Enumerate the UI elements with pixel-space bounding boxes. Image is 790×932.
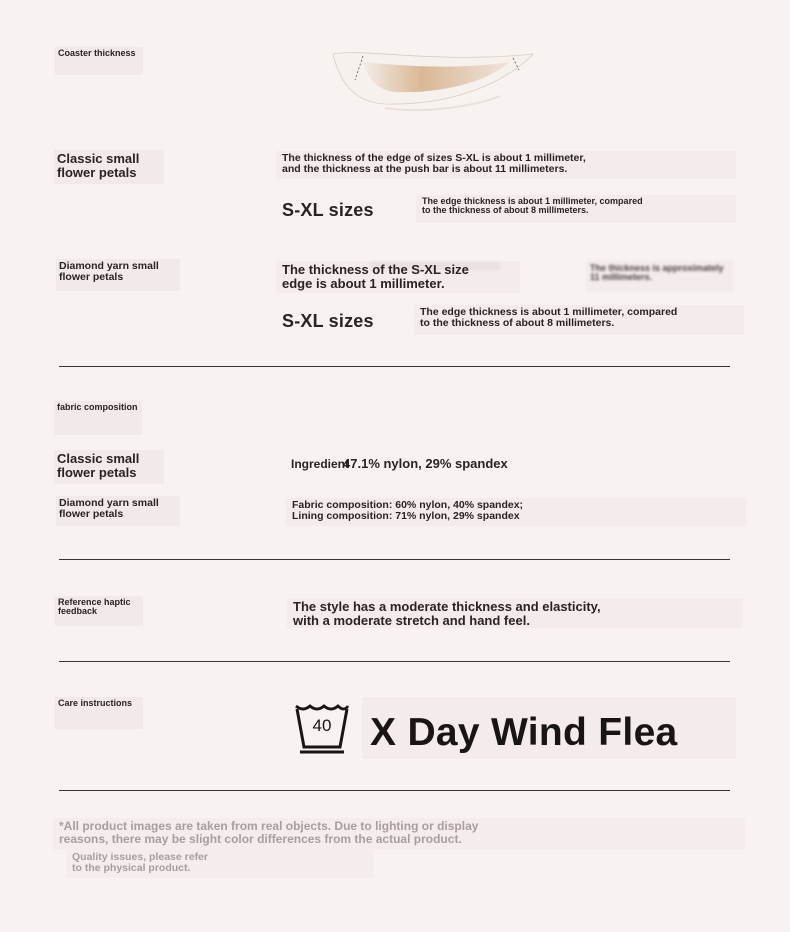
divider xyxy=(59,559,730,560)
pad-illustration xyxy=(325,44,540,114)
fabric-classic-key: Ingredient xyxy=(291,457,350,471)
thickness-classic-desc: The thickness of the edge of sizes S-XL is about 1 millimeter, and the thickness at the push bar is about 11 millimeters. xyxy=(276,151,736,179)
thickness-diamond-size-desc: The edge thickness is about 1 millimeter, compared to the thickness of about 8 millimeters. xyxy=(414,305,744,335)
fabric-classic-row xyxy=(291,455,508,473)
wash-temperature: 40 xyxy=(312,716,332,735)
pad-cross-section-icon xyxy=(325,44,540,114)
thickness-classic-size-desc: The edge thickness is about 1 millimeter, compared to the thickness of about 8 millimeters. xyxy=(416,195,736,223)
divider xyxy=(59,366,730,367)
care-title-box xyxy=(362,697,736,759)
divider xyxy=(59,661,730,662)
thickness-classic-label: Classic small flower petals xyxy=(54,150,164,184)
thickness-diamond-label: Diamond yarn small flower petals xyxy=(56,259,180,291)
fabric-classic-value: 47.1% nylon, 29% spandex xyxy=(343,456,508,471)
footer-quality-note: Quality issues, please refer to the physical product. xyxy=(66,850,374,878)
wash-tub-icon xyxy=(294,703,350,755)
thickness-diamond-size-label: S-XL sizes xyxy=(282,311,374,331)
thickness-classic-size-label: S-XL sizes xyxy=(282,200,374,220)
section-heading-thickness: Coaster thickness xyxy=(55,47,143,75)
fabric-diamond-label: Diamond yarn small flower petals xyxy=(56,496,180,526)
thickness-diamond-side-note: The thickness is approximately 11 millimeters. xyxy=(586,260,734,292)
fabric-classic-label: Classic small flower petals xyxy=(54,450,164,484)
thickness-diamond-desc: The thickness of the S-XL size edge is about 1 millimeter. xyxy=(276,261,520,293)
fabric-diamond-desc: Fabric composition: 60% nylon, 40% spandex; Lining composition: 71% nylon, 29% spandex xyxy=(286,498,746,526)
section-heading-care: Care instructions xyxy=(55,697,143,729)
section-heading-haptic: Reference haptic feedback xyxy=(55,596,143,626)
footer-disclaimer: *All product images are taken from real objects. Due to lighting or display reasons, there may be slight color differences from the actual product. xyxy=(53,818,745,850)
section-heading-fabric: fabric composition xyxy=(54,401,142,435)
haptic-desc: The style has a moderate thickness and elasticity, with a moderate stretch and hand feel. xyxy=(287,598,743,628)
care-title: X Day Wind Flea xyxy=(370,711,678,754)
divider xyxy=(59,790,730,791)
